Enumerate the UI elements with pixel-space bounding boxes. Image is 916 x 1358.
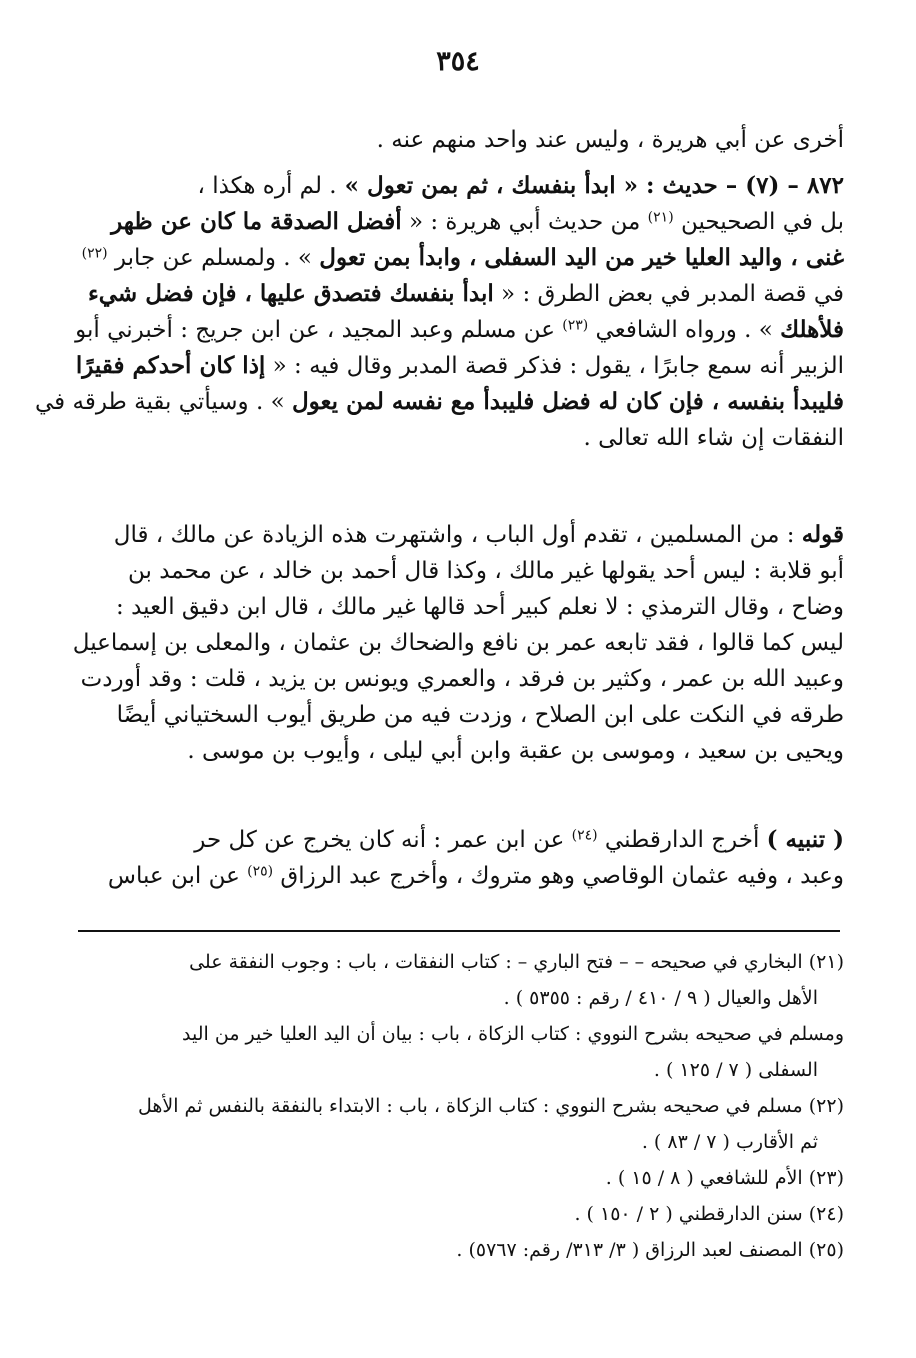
text-line: [74, 517, 844, 553]
text-span: » . ولمسلم عن جابر: [107, 245, 320, 271]
text-span: من حديث أبي هريرة : «: [401, 209, 648, 235]
text-line: [74, 168, 844, 204]
footnote-divider: [78, 930, 840, 932]
text-line: وعبيد الله بن عمر ، وكثير بن فرقد ، والعمري ويونس بن يزيد ، قلت : وقد أوردت: [80, 666, 844, 692]
text-span: أخرج الدارقطني: [597, 827, 767, 853]
hadith-quote: فليبدأ بنفسه ، فإن كان له فضل فليبدأ مع نفسه لمن يعول: [291, 388, 844, 415]
page-number: ٣٥٤: [436, 46, 480, 77]
text-line: [74, 822, 844, 858]
paragraph-lead: ( تنبيه ): [766, 826, 844, 853]
footnote-ref-22[interactable]: (٢٢): [81, 245, 108, 262]
footnote-21-cont: الأهل والعيال ( ٩ / ٤١٠ / رقم : ٥٣٥٥ ) .: [503, 987, 818, 1009]
text-span: : من المسلمين ، تقدم أول الباب ، واشتهرت هذه الزيادة عن مالك ، قال: [113, 522, 802, 548]
text-line: [74, 858, 844, 894]
hadith-quote: غنى ، واليد العليا خير من اليد السفلى ، وابدأ بمن تعول: [319, 244, 844, 271]
footnote-ref-21[interactable]: (٢١): [647, 209, 674, 226]
text-line: [74, 204, 844, 240]
text-line: أبو قلابة : ليس أحد يقولها غير مالك ، وكذا قال أحمد بن خالد ، عن محمد بن: [128, 558, 844, 584]
paragraph-continuation: [74, 122, 844, 158]
footnote-22: (٢٢) مسلم في صحيحه بشرح النووي : كتاب الزكاة ، باب : الابتداء بالنفقة بالنفس ثم الأهل: [137, 1095, 844, 1117]
footnotes: [74, 944, 844, 1268]
hadith-quote: إذا كان أحدكم فقيرًا: [75, 352, 266, 379]
footnote-ref-24[interactable]: (٢٤): [571, 827, 598, 844]
footnote-22-cont: ثم الأقارب ( ٧ / ٨٣ ) .: [641, 1131, 818, 1153]
footnote-21b: ومسلم في صحيحه بشرح النووي : كتاب الزكاة ، باب : بيان أن اليد العليا خير من اليد: [182, 1023, 844, 1045]
text-line: [74, 348, 844, 384]
footnote-ref-23[interactable]: (٢٣): [562, 317, 589, 334]
hadith-quote: فلأهلك: [780, 316, 844, 343]
text-span: عن ابن عباس: [107, 863, 248, 889]
text-span: » . وسيأتي بقية طرقه في: [35, 389, 292, 415]
hadith-quote: ابدأ بنفسك فتصدق عليها ، فإن فضل شيء: [87, 280, 494, 307]
text-line: [35, 384, 844, 420]
text-line: وضاح ، وقال الترمذي : لا نعلم كبير أحد قالها غير مالك ، قال ابن دقيق العيد :: [116, 594, 844, 620]
text-span: وعبد ، وفيه عثمان الوقاصي وهو متروك ، وأخرج عبد الرزاق: [273, 863, 844, 889]
paragraph-lead: قوله: [801, 521, 844, 548]
text-line: النفقات إن شاء الله تعالى .: [583, 425, 844, 451]
text-span: في قصة المدبر في بعض الطرق : «: [493, 281, 844, 307]
text-line: ليس كما قالوا ، فقد تابعه عمر بن نافع والضحاك بن عثمان ، والمعلى بن إسماعيل: [72, 630, 844, 656]
footnote-24: (٢٤) سنن الدارقطني ( ٢ / ١٥٠ ) .: [574, 1203, 844, 1225]
text-span: بل في الصحيحين: [673, 209, 844, 235]
hadith-heading: ٨٧٢ – (٧) – حديث : « ابدأ بنفسك ، ثم بمن تعول »: [336, 172, 844, 199]
footnote-23: (٢٣) الأم للشافعي ( ٨ / ١٥ ) .: [605, 1167, 844, 1189]
hadith-paragraph: [35, 168, 844, 456]
text-line: [74, 276, 844, 312]
footnote-25: (٢٥) المصنف لعبد الرزاق ( ٣/ ٣١٣/ رقم: ٥٧٦٧) .: [456, 1239, 844, 1261]
text-span: . لم أره هكذا ،: [197, 173, 337, 199]
footnote-21b-cont: السفلى ( ٧ / ١٢٥ ) .: [653, 1059, 818, 1081]
text-span: عن ابن عمر : أنه كان يخرج عن كل حر: [194, 827, 572, 853]
text-span: عن مسلم وعبد المجيد ، عن ابن جريج : أخبرني أبو: [75, 317, 563, 343]
footnote-21: (٢١) البخاري في صحيحه – – فتح الباري – : كتاب النفقات ، باب : وجوب النفقة على: [189, 951, 844, 973]
text-span: الزبير أنه سمع جابرًا ، يقول : فذكر قصة المدبر وقال فيه : «: [265, 353, 844, 379]
text-line: أخرى عن أبي هريرة ، وليس عند واحد منهم عنه .: [376, 127, 844, 153]
text-line: [74, 240, 844, 276]
text-span: » . ورواه الشافعي: [588, 317, 781, 343]
hadith-quote: أفضل الصدقة ما كان عن ظهر: [111, 208, 402, 235]
text-line: [74, 312, 844, 348]
note-paragraph: [74, 822, 844, 894]
footnote-ref-25[interactable]: (٢٥): [247, 863, 274, 880]
text-line: ويحيى بن سعيد ، وموسى بن عقبة وابن أبي ليلى ، وأيوب بن موسى .: [187, 738, 844, 764]
commentary-paragraph: [74, 517, 844, 769]
text-line: طرقه في النكت على ابن الصلاح ، وزدت فيه من طريق أيوب السختياني أيضًا: [116, 702, 844, 728]
